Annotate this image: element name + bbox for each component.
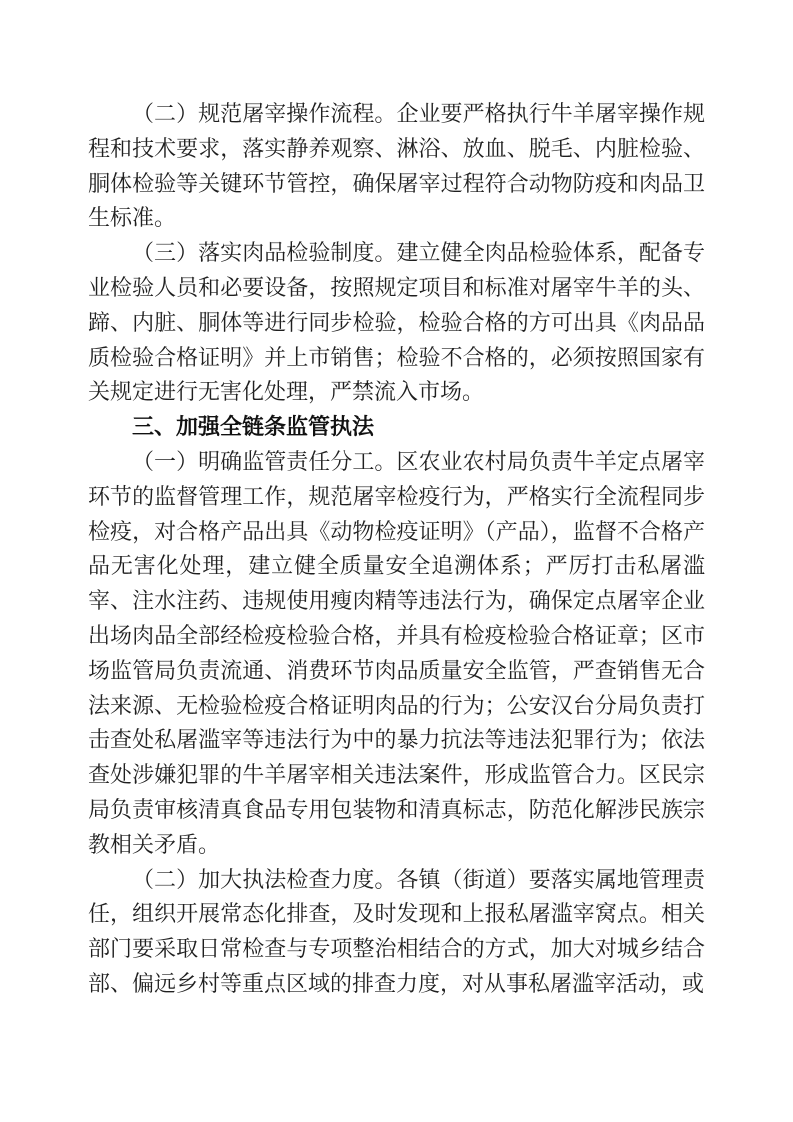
body-paragraph: （二）加大执法检查力度。各镇（街道）要落实属地管理责任，组织开展常态化排查，及时发现和上报私屠滥宰窝点。相关部门要采取日常检查与专项整治相结合的方式，加大对城乡结合部、偏远乡村等重点区域的排查力度，对从事私屠滥宰活动，或 xyxy=(88,866,705,996)
section-heading: 三、加强全链条监管执法 xyxy=(132,414,375,440)
document-body xyxy=(88,97,705,1002)
body-paragraph: （二）规范屠宰操作流程。企业要严格执行牛羊屠宰操作规程和技术要求，落实静养观察、淋浴、放血、脱毛、内脏检验、胴体检验等关键环节管控，确保屠宰过程符合动物防疫和肉品卫生标准。 xyxy=(88,101,705,231)
body-paragraph: （一）明确监管责任分工。区农业农村局负责牛羊定点屠宰环节的监督管理工作，规范屠宰检疫行为，严格实行全流程同步检疫，对合格产品出具《动物检疫证明》（产品），监督不合格产品无害化处理，建立健全质量安全追溯体系；严厉打击私屠滥宰、注水注药、违规使用瘦肉精等违法行为，确保定点屠宰企业出场肉品全部经检疫检验合格，并具有检疫检验合格证章；区市场监管局负责流通、消费环节肉品质量安全监管，严查销售无合法来源、无检验检疫合格证明肉品的行为；公安汉台分局负责打击查处私屠滥宰等违法行为中的暴力抗法等违法犯罪行为；依法查处涉嫌犯罪的牛羊屠宰相关违法案件，形成监管合力。区民宗局负责审核清真食品专用包装物和清真标志，防范化解涉民族宗教相关矛盾。 xyxy=(88,448,705,857)
body-paragraph: （三）落实肉品检验制度。建立健全肉品检验体系，配备专业检验人员和必要设备，按照规定项目和标准对屠宰牛羊的头、蹄、内脏、胴体等进行同步检验，检验合格的方可出具《肉品品质检验合格证明》并上市销售；检验不合格的，必须按照国家有关规定进行无害化处理，严禁流入市场。 xyxy=(88,240,705,405)
